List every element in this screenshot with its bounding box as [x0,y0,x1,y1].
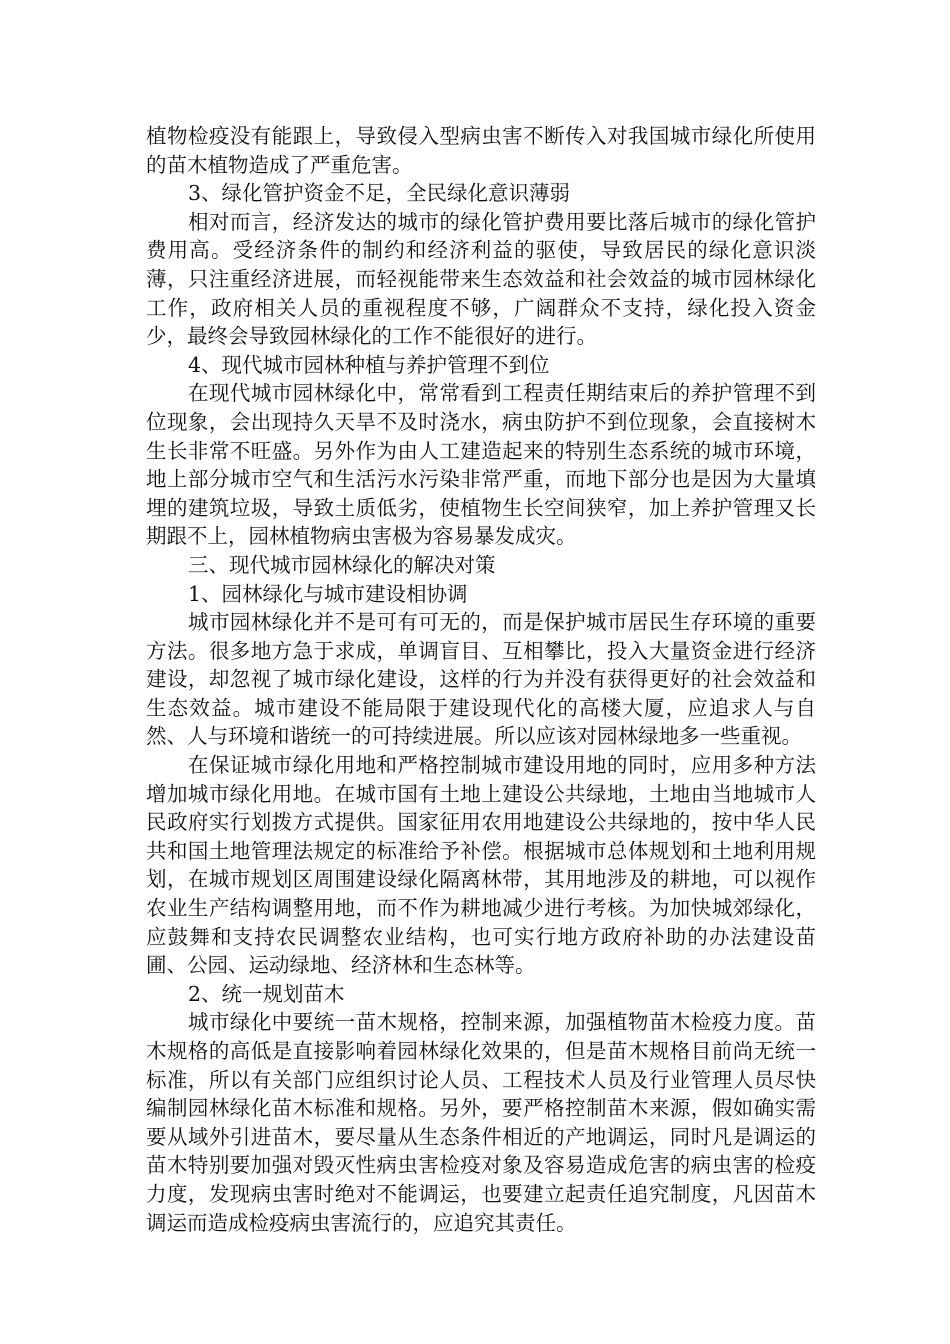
paragraph: 在保证城市绿化用地和严格控制城市建设用地的同时，应用多种方法增加城市绿化用地。在城市国有土地上建设公共绿地，土地由当地城市人民政府实行划拨方式提供。国家征用农用地建设公共绿地的，按中华人民共和国土地管理法规定的标准给予补偿。根据城市总体规划和土地利用规划，在城市规划区周围建设绿化隔离林带，其用地涉及的耕地，可以视作农业生产结构调整用地，而不作为耕地减少进行考核。为加快城郊绿化，应鼓舞和支持农民调整农业结构，也可实行地方政府补助的办法建设苗圃、公园、运动绿地、经济林和生态林等。 [146,753,816,978]
paragraph: 城市园林绿化并不是可有可无的，而是保护城市居民生存环境的重要方法。很多地方急于求成，单调盲目、互相攀比，投入大量资金进行经济建设，却忽视了城市绿化建设，这样的行为并没有获得更好的社会效益和生态效益。城市建设不能局限于建设现代化的高楼大厦，应追求人与自然、人与环境和谐统一的可持续进展。所以应该对园林绿地多一些重视。 [146,610,816,749]
chapter-heading-3: 三、现代城市园林绿化的解决对策 [188,552,496,577]
document-body [146,122,816,1237]
paragraph: 在现代城市园林绿化中，常常看到工程责任期结束后的养护管理不到位现象，会出现持久天旱不及时浇水，病虫防护不到位现象，会直接树木生长非常不旺盛。另外作为由人工建造起来的特别生态系统的城市环境，地上部分城市空气和生活污水污染非常严重，而地下部分也是因为大量填埋的建筑垃圾，导致土质低劣，使植物生长空间狭窄，加上养护管理又长期跟不上，园林植物病虫害极为容易暴发成灾。 [146,381,816,549]
paragraph-continuation: 植物检疫没有能跟上，导致侵入型病虫害不断传入对我国城市绿化所使用的苗木植物造成了严重危害。 [146,124,816,177]
section-heading-4: 4、现代城市园林种植与养护管理不到位 [188,352,550,377]
section-heading-1: 1、园林绿化与城市建设相协调 [188,581,468,606]
paragraph: 城市绿化中要统一苗木规格，控制来源，加强植物苗木检疫力度。苗木规格的高低是直接影响着园林绿化效果的，但是苗木规格目前尚无统一标准，所以有关部门应组织讨论人员、工程技术人员及行业管理人员尽快编制园林绿化苗木标准和规格。另外，要严格控制苗木来源，假如确实需要从域外引进苗木，要尽量从生态条件相近的产地调运，同时凡是调运的苗木特别要加强对毁灭性病虫害检疫对象及容易造成危害的病虫害的检疫力度，发现病虫害时绝对不能调运，也要建立起责任追究制度，凡因苗木调运而造成检疫病虫害流行的，应追究其责任。 [146,1010,816,1235]
section-heading-2: 2、统一规划苗木 [188,981,345,1006]
paragraph: 相对而言，经济发达的城市的绿化管护费用要比落后城市的绿化管护费用高。受经济条件的制约和经济利益的驱使，导致居民的绿化意识淡薄，只注重经济进展，而轻视能带来生态效益和社会效益的城市园林绿化工作，政府相关人员的重视程度不够，广阔群众不支持，绿化投入资金少，最终会导致园林绿化的工作不能很好的进行。 [146,209,816,349]
section-heading-3: 3、绿化管护资金不足，全民绿化意识薄弱 [188,181,571,206]
